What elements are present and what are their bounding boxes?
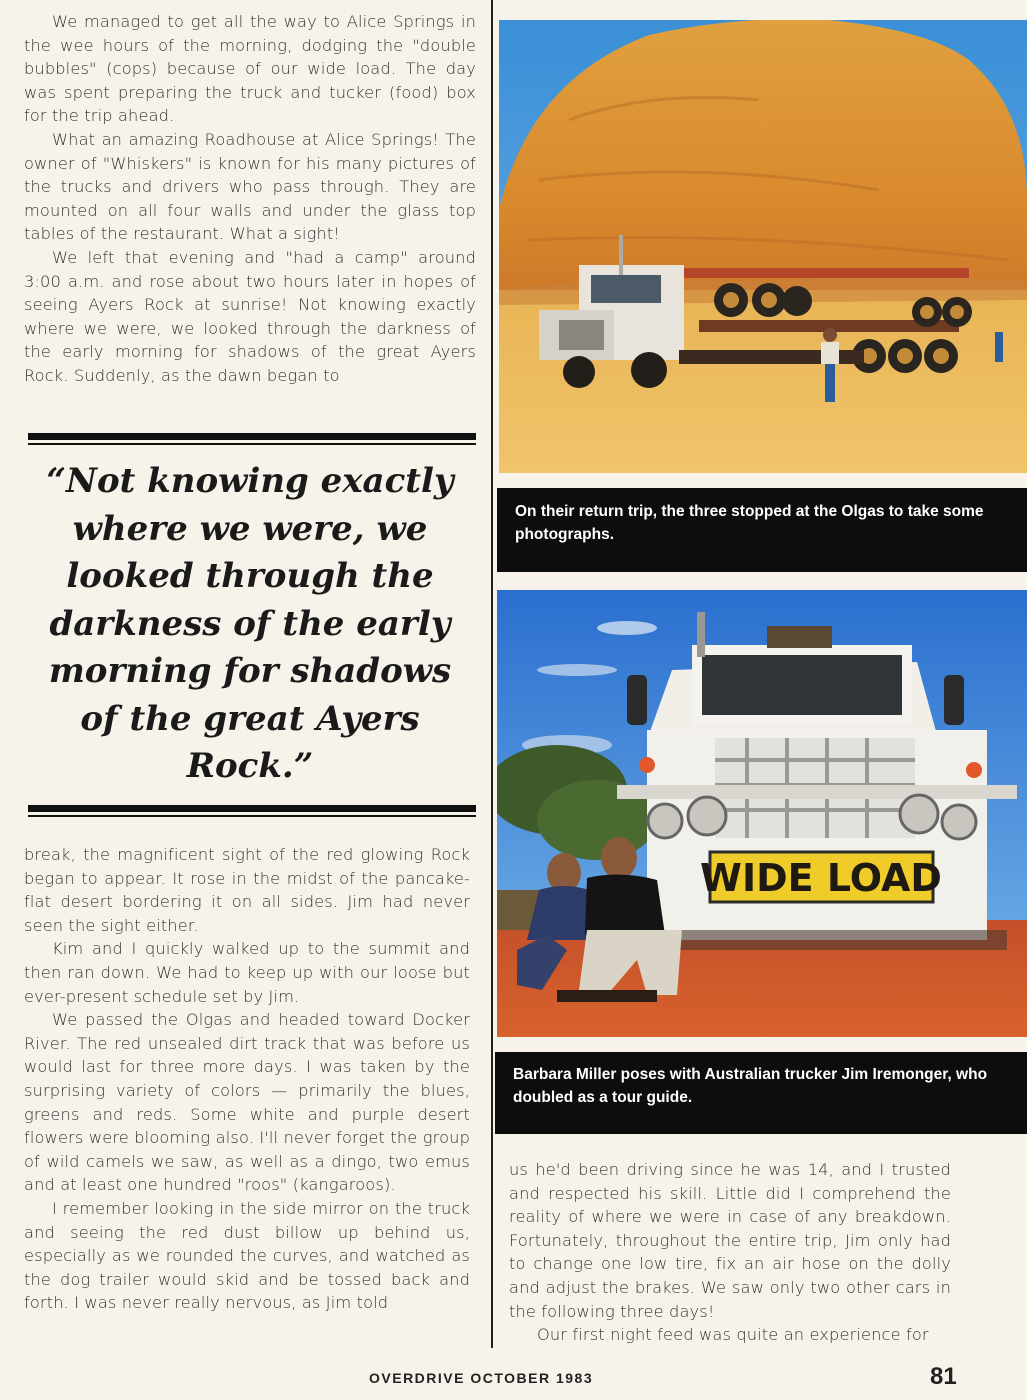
paragraph: I remember looking in the side mirror on the truck and seeing the red dust billow up behind us, especially as we rounded the curves, and watched as the dog trailer would skid and be tossed back and forth. I was never really nervous, as Jim told <box>24 1198 470 1313</box>
pull-quote-top-rule <box>28 433 476 445</box>
photo-truck-at-olgas <box>499 20 1027 473</box>
wide-load-plate-text: WIDE LOAD <box>700 856 942 900</box>
photo2-caption: Barbara Miller poses with Australian trucker Jim Iremonger, who doubled as a tour guide. <box>495 1052 1027 1134</box>
photo-barbara-and-jim <box>497 590 1027 1037</box>
paragraph: Kim and I quickly walked up to the summit and then ran down. We had to keep up with our loose but ever-present schedule set by Jim. <box>24 939 470 1006</box>
right-column-bottom <box>509 1158 951 1347</box>
left-column-bottom <box>24 843 470 1315</box>
left-column-top <box>24 10 476 388</box>
paragraph: us he'd been driving since he was 14, and I trusted and respected his skill. Little did I comprehend the reality of where we were in case of any breakdown. Fortunately, throughout the entire trip, Jim only had to change one low tire, fix an air hose on the dolly and adjust the brakes. We saw only two other cars in the following three days! <box>509 1160 951 1321</box>
pull-quote-bottom-rule <box>28 805 476 817</box>
column-divider <box>491 0 493 1348</box>
magazine-issue: OVERDRIVE OCTOBER 1983 <box>369 1370 594 1386</box>
paragraph: We managed to get all the way to Alice Springs in the wee hours of the morning, dodging the "double bubbles" (cops) because of our wide load. The day was spent preparing the truck and tucker (food) box for the trip ahead. <box>24 12 476 126</box>
page-number: 81 <box>930 1363 957 1390</box>
pull-quote: “Not knowing exactly where we were, we looked through the darkness of the early morning for shadows of the great Ayers Rock.” <box>46 461 454 786</box>
paragraph: We passed the Olgas and headed toward Docker River. The red unsealed dirt track that was before us would last for three more days. I was taken by the surprising variety of colors — primarily the blues, greens and reds. Some white and purple desert flowers were blooming also. I'll never forget the group of wild camels we saw, as well as a dingo, two emus and at least one hundred "roos" (kangaroos). <box>24 1010 470 1195</box>
paragraph: We left that evening and "had a camp" around 3:00 a.m. and rose about two hours later in hopes of seeing Ayers Rock at sunrise! Not knowing exactly where we were, we looked through the darkness of the early morning for shadows of the great Ayers Rock. Suddenly, as the dawn began to <box>24 247 476 385</box>
paragraph: break, the magnificent sight of the red glowing Rock began to appear. It rose in the midst of the pancake-flat desert bordering it on all sides. Jim had never seen the sight either. <box>24 845 470 935</box>
paragraph: Our first night feed was quite an experience for <box>537 1325 929 1345</box>
paragraph: What an amazing Roadhouse at Alice Springs! The owner of "Whiskers" is known for his many pictures of the trucks and drivers who pass through. They are mounted on all four walls and under the glass top tables of the restaurant. What a sight! <box>24 129 476 244</box>
photo1-caption: On their return trip, the three stopped at the Olgas to take some photographs. <box>497 488 1027 572</box>
